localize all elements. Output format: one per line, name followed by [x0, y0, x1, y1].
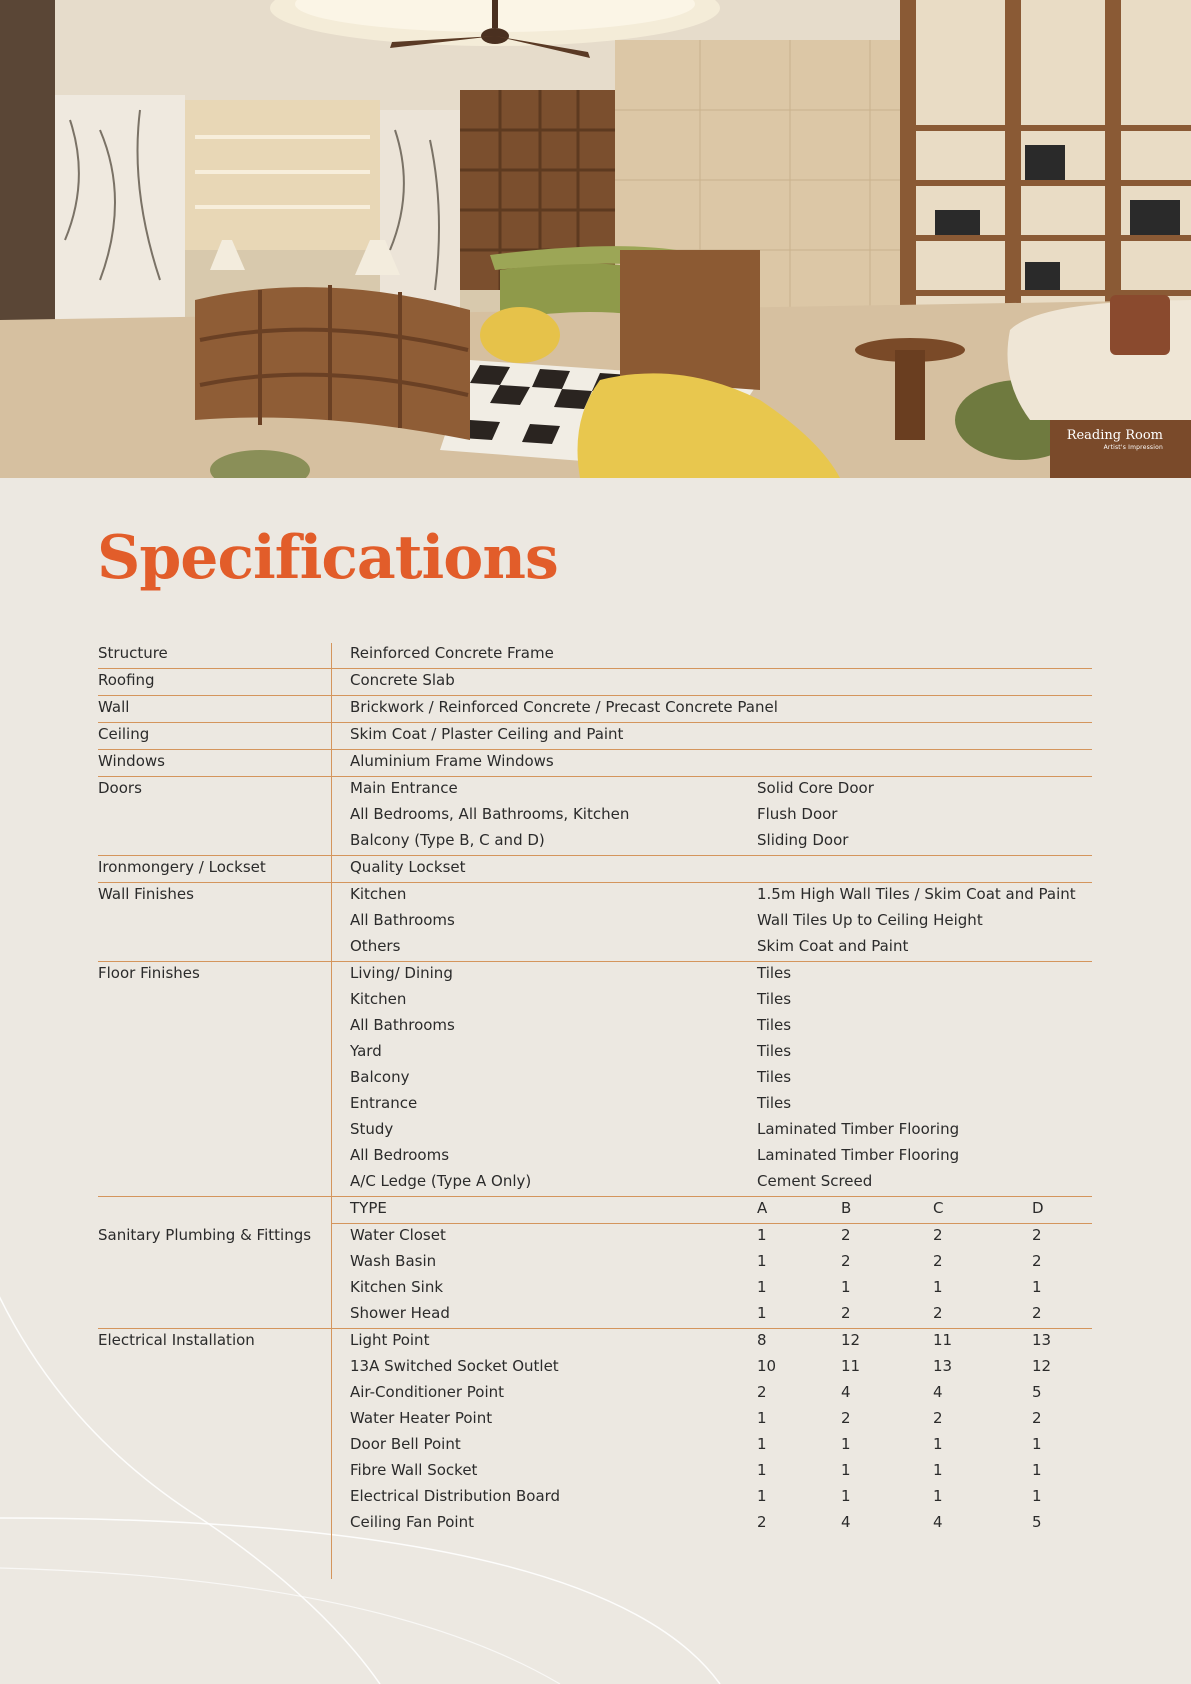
spec-row	[98, 1197, 1092, 1223]
spec-type-value: 13	[933, 1357, 953, 1375]
spec-type-value: 1	[757, 1304, 767, 1322]
spec-type-value: 2	[1032, 1252, 1042, 1270]
spec-type-value: 1	[757, 1278, 767, 1296]
spec-item: Aluminium Frame Windows	[350, 752, 554, 770]
spec-item: Reinforced Concrete Frame	[350, 644, 554, 662]
spec-type-value: 1	[757, 1435, 767, 1453]
spec-item: Kitchen	[350, 885, 407, 903]
spec-item: Entrance	[350, 1094, 418, 1112]
spec-type-value: 12	[841, 1331, 861, 1349]
spec-value: Tiles	[757, 1042, 792, 1060]
spec-row	[98, 856, 1092, 882]
spec-row	[98, 1381, 1092, 1407]
spec-type-value: 1	[1032, 1278, 1042, 1296]
spec-type-value: D	[1032, 1199, 1044, 1217]
spec-category-label: Electrical Installation	[98, 1331, 255, 1349]
spec-type-value: 1	[933, 1487, 943, 1505]
spec-item: Water Closet	[350, 1226, 446, 1244]
reading-room-illustration	[0, 0, 1191, 478]
spec-item: Shower Head	[350, 1304, 450, 1322]
spec-value: Sliding Door	[757, 831, 849, 849]
spec-type-value: 4	[841, 1513, 851, 1531]
spec-category-label: Wall Finishes	[98, 885, 194, 903]
spec-item: All Bathrooms	[350, 911, 455, 929]
spec-value: Skim Coat and Paint	[757, 937, 909, 955]
spec-row	[98, 642, 1092, 668]
spec-type-value: 11	[841, 1357, 861, 1375]
spec-type-value: 1	[757, 1461, 767, 1479]
spec-type-value: 8	[757, 1331, 767, 1349]
spec-type-value: 13	[1032, 1331, 1052, 1349]
spec-row	[98, 1511, 1092, 1537]
hero-image	[0, 0, 1191, 478]
spec-type-value: 1	[757, 1226, 767, 1244]
spec-type-value: 1	[933, 1461, 943, 1479]
spec-item: A/C Ledge (Type A Only)	[350, 1172, 532, 1190]
spec-row	[98, 1118, 1092, 1144]
spec-value: Cement Screed	[757, 1172, 873, 1190]
spec-type-value: 11	[933, 1331, 953, 1349]
spec-item: 13A Switched Socket Outlet	[350, 1357, 559, 1375]
spec-type-value: 10	[757, 1357, 777, 1375]
spec-row	[98, 1355, 1092, 1381]
spec-value: Tiles	[757, 1094, 792, 1112]
spec-row	[98, 803, 1092, 829]
spec-row	[98, 777, 1092, 803]
spec-item: Others	[350, 937, 401, 955]
spec-row	[98, 1459, 1092, 1485]
spec-type-value: 1	[757, 1409, 767, 1427]
spec-type-value: 2	[933, 1226, 943, 1244]
spec-value: Flush Door	[757, 805, 838, 823]
spec-value: Tiles	[757, 990, 792, 1008]
spec-type-value: 2	[933, 1252, 943, 1270]
spec-row	[98, 909, 1092, 935]
spec-type-value: 2	[757, 1383, 767, 1401]
spec-item: Main Entrance	[350, 779, 458, 797]
spec-row	[98, 1276, 1092, 1302]
spec-row	[98, 696, 1092, 722]
spec-row	[98, 1014, 1092, 1040]
spec-type-value: 1	[1032, 1435, 1042, 1453]
spec-row	[98, 723, 1092, 749]
spec-item: Fibre Wall Socket	[350, 1461, 478, 1479]
spec-row	[98, 1170, 1092, 1196]
spec-category-label: Roofing	[98, 671, 155, 689]
spec-row	[98, 988, 1092, 1014]
spec-item: All Bathrooms	[350, 1016, 455, 1034]
spec-item: Brickwork / Reinforced Concrete / Precast Concrete Panel	[350, 698, 778, 716]
spec-type-value: 1	[841, 1278, 851, 1296]
spec-row	[98, 1066, 1092, 1092]
spec-category-label: Wall	[98, 698, 130, 716]
spec-type-value: 2	[841, 1252, 851, 1270]
spec-type-value: 2	[1032, 1226, 1042, 1244]
spec-item: Light Point	[350, 1331, 430, 1349]
spec-row	[98, 1224, 1092, 1250]
hero-caption-note: Artist's Impression	[1103, 444, 1163, 451]
spec-item: All Bedrooms	[350, 1146, 450, 1164]
spec-item: Quality Lockset	[350, 858, 466, 876]
spec-type-value: 2	[933, 1304, 943, 1322]
spec-row	[98, 1302, 1092, 1328]
spec-type-value: 2	[1032, 1409, 1042, 1427]
spec-item: Water Heater Point	[350, 1409, 493, 1427]
spec-item: Balcony (Type B, C and D)	[350, 831, 545, 849]
spec-item: Wash Basin	[350, 1252, 437, 1270]
spec-item: Ceiling Fan Point	[350, 1513, 474, 1531]
spec-row	[98, 829, 1092, 855]
spec-row	[98, 1329, 1092, 1355]
spec-item: Living/ Dining	[350, 964, 453, 982]
spec-type-value: 2	[841, 1409, 851, 1427]
spec-row	[98, 1040, 1092, 1066]
spec-type-value: 1	[757, 1252, 767, 1270]
spec-category-label: Floor Finishes	[98, 964, 200, 982]
spec-value: Laminated Timber Flooring	[757, 1146, 960, 1164]
spec-row	[98, 669, 1092, 695]
spec-type-value: 4	[933, 1383, 943, 1401]
spec-item: Skim Coat / Plaster Ceiling and Paint	[350, 725, 624, 743]
hero-caption-title: Reading Room	[1066, 428, 1163, 443]
spec-type-value: 1	[841, 1487, 851, 1505]
spec-type-value: A	[757, 1199, 768, 1217]
spec-category-label: Ceiling	[98, 725, 150, 743]
spec-row	[98, 1407, 1092, 1433]
spec-type-value: 1	[757, 1487, 767, 1505]
spec-type-value: 1	[1032, 1487, 1042, 1505]
spec-item: Yard	[350, 1042, 382, 1060]
spec-type-value: 5	[1032, 1383, 1042, 1401]
spec-type-value: 12	[1032, 1357, 1052, 1375]
spec-type-value: 2	[841, 1304, 851, 1322]
spec-value: Solid Core Door	[757, 779, 874, 797]
spec-type-value: C	[933, 1199, 944, 1217]
spec-item: Air-Conditioner Point	[350, 1383, 505, 1401]
spec-type-value: 2	[933, 1409, 943, 1427]
spec-row	[98, 962, 1092, 988]
spec-type-value: 1	[841, 1461, 851, 1479]
spec-value: Tiles	[757, 964, 792, 982]
spec-type-value: 5	[1032, 1513, 1042, 1531]
spec-row	[98, 1144, 1092, 1170]
spec-type-value: 1	[1032, 1461, 1042, 1479]
spec-type-value: 2	[757, 1513, 767, 1531]
spec-row	[98, 1485, 1092, 1511]
spec-category-label: Sanitary Plumbing & Fittings	[98, 1226, 312, 1244]
spec-type-value: 2	[841, 1226, 851, 1244]
spec-type-value: 1	[841, 1435, 851, 1453]
spec-item: Concrete Slab	[350, 671, 455, 689]
spec-item: Door Bell Point	[350, 1435, 461, 1453]
spec-category-label: Ironmongery / Lockset	[98, 858, 266, 876]
spec-item: TYPE	[350, 1199, 387, 1217]
spec-row	[98, 750, 1092, 776]
spec-value: Laminated Timber Flooring	[757, 1120, 960, 1138]
spec-type-value: 1	[933, 1278, 943, 1296]
spec-value: 1.5m High Wall Tiles / Skim Coat and Paint	[757, 885, 1076, 903]
spec-item: All Bedrooms, All Bathrooms, Kitchen	[350, 805, 630, 823]
spec-row	[98, 935, 1092, 961]
spec-item: Electrical Distribution Board	[350, 1487, 561, 1505]
spec-type-value: 4	[933, 1513, 943, 1531]
spec-item: Kitchen	[350, 990, 407, 1008]
spec-type-value: 2	[1032, 1304, 1042, 1322]
spec-row	[98, 1250, 1092, 1276]
spec-category-label: Doors	[98, 779, 142, 797]
spec-category-label: Structure	[98, 644, 168, 662]
spec-item: Balcony	[350, 1068, 410, 1086]
spec-type-value: 1	[933, 1435, 943, 1453]
spec-value: Tiles	[757, 1068, 792, 1086]
spec-row	[98, 1092, 1092, 1118]
spec-type-value: 4	[841, 1383, 851, 1401]
spec-item: Kitchen Sink	[350, 1278, 444, 1296]
spec-item: Study	[350, 1120, 394, 1138]
spec-type-value: B	[841, 1199, 852, 1217]
page-title: Specifications	[97, 523, 558, 593]
spec-row	[98, 1433, 1092, 1459]
specifications-table	[98, 642, 1092, 1537]
spec-row	[98, 883, 1092, 909]
spec-value: Tiles	[757, 1016, 792, 1034]
spec-category-label: Windows	[98, 752, 165, 770]
spec-value: Wall Tiles Up to Ceiling Height	[757, 911, 983, 929]
